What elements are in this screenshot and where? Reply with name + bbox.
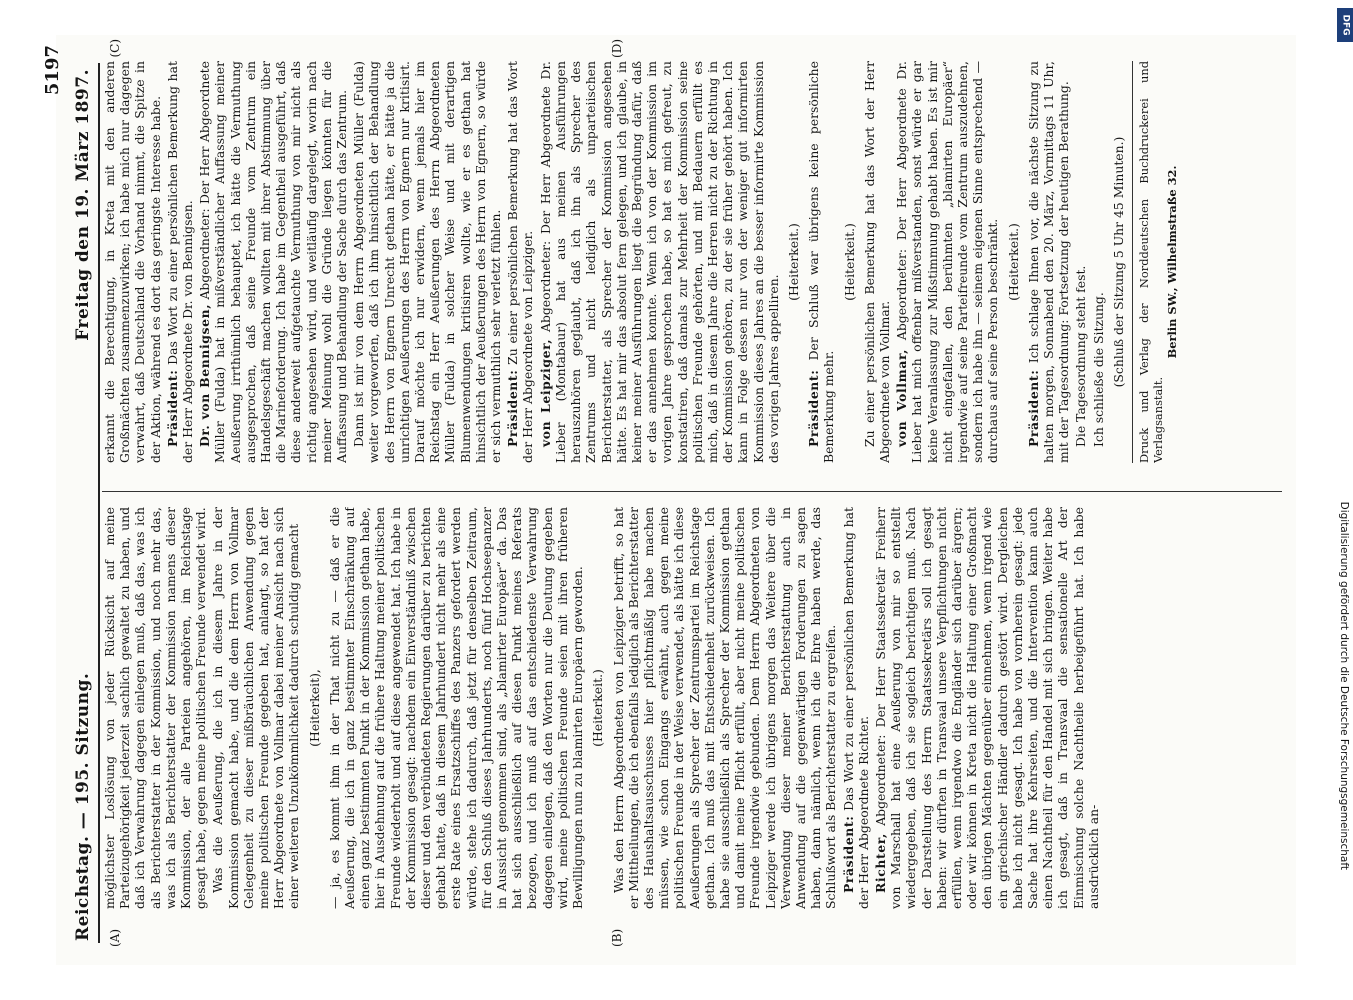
header-left-title: Reichstag. — 195. Sitzung. [73, 672, 93, 941]
speech-paragraph [894, 61, 1000, 463]
speaker-name: Dr. von Bennigsen, [197, 303, 213, 447]
right-column [102, 61, 1282, 463]
interjection: (Schluß der Sitzung 5 Uhr 45 Minuten.) [1110, 136, 1126, 388]
speech-paragraph [197, 61, 349, 463]
margin-letter-b: (B) [610, 928, 624, 947]
left-column [102, 507, 1282, 909]
margin-letter-a: (A) [108, 928, 122, 947]
speech-paragraph [538, 61, 781, 463]
speaker-name: Präsident: [1025, 369, 1041, 447]
speech-text: Abgeordneter: Der Herr Abgeordnete Dr. Lieber hat mich offenbar mißverstanden, sonst würde er gar keine Veranlassung zur Mißstimmung gehabt haben. Es ist mir nicht eingefallen, den berühmten „blamirten Europäer“ irgendwie auf seine Parteifreunde vom Zentrum auszudehnen, sondern ich habe ihn — seinem eigenen Sinne entsprechend — durchaus auf seine Person beschränkt. [894, 61, 1001, 463]
interjection: (Heiterkeit.) [590, 669, 606, 747]
digitization-note [1336, 10, 1352, 990]
speech-text: Zu einer persönlichen Bemerkung hat das Wort der Herr Abgeordnete von Leipziger. [505, 61, 536, 463]
interjection: (Heiterkeit), [306, 669, 322, 747]
paragraph: Was die Aeußerung, die ich in diesem Jahre in der Kommission gemacht habe, und die dem Herrn von Vollmar Gelegenheit zu dieser mißbräuchlichen Anwendung gegen meine politischen Freunde gegeben hat, anlangt, so hat der Herr Abgeordnete von Vollmar dabei meiner Ansicht nach sich einer weiteren Unzukömmlichkeit dadurch schuldig gemacht [210, 507, 302, 909]
speaker-name: Richter, [872, 833, 888, 893]
speaker-name: von Vollmar, [894, 348, 910, 447]
speech-text: Der Schluß war übrigens keine persönliche Bemerkung mehr. [806, 61, 837, 463]
speaker-name: Präsident: [505, 369, 521, 447]
speech-paragraph [841, 507, 871, 909]
digitization-note-text: Digitalisierung gefördert durch die Deutsche Forschungsgemeinschaft [1338, 501, 1350, 870]
paragraph: Die Tagesordnung steht fest. [1073, 265, 1089, 447]
document-page [42, 35, 1296, 965]
interjection: (Heiterkeit.) [785, 223, 801, 301]
speech-paragraph [505, 61, 535, 463]
speaker-name: von Leipziger, [537, 338, 553, 447]
column-divider [102, 491, 1282, 492]
speech-paragraph [806, 61, 836, 463]
speaker-name: Präsident: [840, 815, 856, 893]
speech-paragraph [1026, 61, 1072, 463]
paragraph: erkannt die Berechtigung, in Kreta mit den anderen Großmächten zusammenzuwirken; ich habe mich nur dagegen verwahrt, daß Deutschland die Vorhand nimmt, die Spitze in der Aktion, während es dort das geringste Interesse habe. [102, 61, 163, 463]
interjection: (Heiterkeit.) [1005, 223, 1021, 301]
speaker-name: Präsident: [164, 369, 180, 447]
margin-letter-d: (D) [610, 39, 624, 58]
page-header [64, 63, 100, 943]
speaker-name: Präsident: [806, 369, 822, 447]
dfg-logo-text: DFG [1340, 14, 1351, 36]
speech-text: Abgeordneter: Der Herr Abgeordnete Dr. Lieber (Montabaur) hat aus meinen Ausführungen herauszuhören geglaubt, daß ich ihn als Sprecher des Zentrums und nicht lediglich als unparteiischen Berichterstatter, als Sprecher der Kommission angesehen hätte. Es hat mir das absolut fern gelegen, und ich glaube, in keiner meiner Ausführungen liegt die Begründung dafür, daß er das annehmen konnte. Wenn ich von der Kommission im vorigen Jahre gesprochen habe, so hat es mich gefreut, zu konstatiren, daß damals zur Mehrheit der Kommission seine politischen Freunde gehörten, und mit Bedauern erfüllt es mich, daß in diesem Jahre die Herren nicht zu der Richtung in der Kommission gehören, zu der sie früher gehört haben. Ich kann in Folge dessen nur von der weniger gut informirten Kommission dieses Jahres an die besser informirte Kommission des vorigen Jahres appelliren. [537, 61, 781, 463]
interjection: (Heiterkeit.) [841, 223, 857, 301]
speech-text: Das Wort zu einer persönlichen Bemerkung hat der Herr Abgeordnete Richter. [840, 507, 871, 909]
paragraph: möglichster Loslösung von jeder Rücksicht auf meine Parteizugehörigkeit jederzeit sachlich gewaltet zu haben, und daß ich Verwahrung dagegen einlegen muß, daß das, was ich als Berichterstatter in der Kommission, und noch mehr das, was ich als Berichterstatter der Kommission namens dieser Kommission, der alle Parteien angehören, im Reichstage gesagt habe, gegen meine politischen Freunde verwendet wird. [102, 507, 209, 909]
imprint-address: Berlin SW., Wilhelmstraße 32. [1165, 165, 1179, 359]
page-number: 5197 [42, 45, 63, 96]
speech-paragraph [165, 61, 195, 463]
speech-text: Das Wort zu einer persönlichen Bemerkung hat der Herr Abgeordnete Dr. von Bennigsen. [164, 61, 196, 463]
paragraph: Was den Herrn Abgeordneten von Leipziger betrifft, so hat er Mittheilungen, die ich ebenfalls lediglich als Berichterstatter des Haushaltsausschusses hier pflichtmäßig habe machen müssen, wie schon Eingangs erwähnt, auch gegen meine politischen Freunde in der Weise verwendet, als hätte ich diese Aeußerungen als Sprecher der Zentrumspartei im Reichstage gethan. Ich muß das mit Entschiedenheit zurückweisen. Ich habe sie ausschließlich als Sprecher der Kommission gethan und damit meine Pflicht erfüllt, aber nicht meine politischen Freunde irgendwie gebunden. Dem Herrn Abgeordneten von Leipziger werde ich übrigens morgen das Weitere über die Verwendung dieser meiner Berichterstattung auch in Anwendung auf die gegenwärtigen Forderungen zu sagen haben, dann nämlich, wenn ich die Ehre haben werde, das Schlußwort als Berichterstatter zu ergreifen. [610, 507, 839, 909]
margin-letter-c: (C) [108, 39, 122, 58]
paragraph: Zu einer persönlichen Bemerkung hat das Wort der Herr Abgeordnete von Vollmar. [861, 61, 892, 463]
header-date: Freitag den 19. März 1897. [73, 69, 93, 341]
text-columns [102, 39, 1282, 947]
paragraph: Ich schließe die Sitzung. [1090, 292, 1106, 447]
imprint-footer [1132, 61, 1179, 463]
speech-text: Ich schlage Ihnen vor, die nächste Sitzung zu halten morgen, Sonnabend den 20. März, Vormittags 11 Uhr, mit der Tagesordnung: Fortsetzung der heutigen Berathung. [1025, 61, 1072, 463]
page-number-wrap [42, 45, 63, 95]
speech-text: Abgeordneter: Der Herr Staatssekretär Freiherr von Marschall hat eine Aeußerung von mir so entstellt wiedergegeben, daß ich sie sogleich berichtigen muß. Nach der Darstellung des Herrn Staatssekretärs soll ich gesagt haben: wir dürften in Transvaal unsere Verpflichtungen nicht erfüllen, wenn irgendwo die Engländer sich darüber ärgern; oder wir können in Kreta nicht die Haltung einer Großmacht den übrigen Mächten gegenüber einnehmen, wenn irgend wie ein griechischer Händler dadurch gestört wird. Dergleichen habe ich nicht gesagt. Ich habe von vornherein gesagt: jede Sache hat ihre Kehrseiten, und die Intervention kann auch einen Nachtheil für den Handel mit sich bringen. Weiter habe ich gesagt, daß in Transvaal die sensationelle Art der Einmischung solche Nachtheile herbeigeführt hat. Ich habe ausdrücklich an- [872, 507, 1101, 909]
paragraph: — ja, es kommt ihm in der That nicht zu — daß er die Aeußerung, die ich in ganz bestimmter Einschränkung auf einen ganz bestimmten Punkt in der Kommission gethan habe, hier in Ausdehnung auf die frühere Haltung meiner politischen Freunde wiederholt und auf diese angewendet hat. Ich habe in der Kommission gesagt: nachdem ein Einverständniß zwischen dieser und den verbündeten Regierungen darüber zu berichten gehabt hatte, daß in diesem Jahrhundert nicht mehr als eine erste Rate eines Ersatzschiffes des Panzers gefordert werden würde, stehe ich dadurch, daß jetzt für denselben Zeitraum, für den Schluß dieses Jahrhunderts, noch fünf Hochseepanzer in Aussicht genommen sind, als „blamirter Europäer“ da. Das hat sich ausschließlich auf diesen Punkt meines Referats bezogen, und ich muß auf das entschiedenste Verwahrung dagegen einlegen, daß den Worten nur die Deutung gegeben wird, meine politischen Freunde seien mit ihren früheren Bewilligungen nun zu blamirten Europäern geworden. [326, 507, 586, 909]
speech-text: Abgeordneter: Der Herr Abgeordnete Müller (Fulda) hat in mißverständlicher Auffassung meiner Aeußerung irrthümlich behauptet, ich hätte die Vermuthung ausgesprochen, daß seine Freunde vom Zentrum ein Handelsgeschäft machen wollten mit ihrer Abstimmung über die Marineforderung. Ich habe im Gegentheil ausgeführt, daß diese anderweit aufgetauchte Vermuthung von mir nicht als richtig angesehen wird, und weitläufig dargelegt, worin nach meiner Meinung wohl die Gründe liegen könnten für die Auffassung und Behandlung der Sache durch das Zentrum. [197, 61, 350, 463]
paragraph: Dann ist mir von dem Herrn Abgeordneten Müller (Fulda) weiter vorgeworfen, daß ich ihm hinsichtlich der Behandlung des Herrn von Egnern Unrecht gethan hätte, er hätte ja die unrichtigen Aeußerungen des Herrn von Egnern nur kritisirt. Darauf möchte ich nur erwidern, wenn jemals hier im Reichstag ein Herr Aeußerungen des Herrn Abgeordneten Müller (Fulda) in solcher Weise und mit derartigen Blumenwendungen kritisiren wollte, wie er es gethan hat hinsichtlich der Aeußerungen des Herrn von Egnern, so würde er sich vermuthlich sehr verletzt fühlen. [351, 61, 504, 463]
speech-paragraph [873, 507, 1101, 909]
dfg-logo [1337, 8, 1353, 42]
imprint-line: Druck und Verlag der Norddeutschen Buchdruckerei und Verlagsanstalt. [1137, 61, 1165, 463]
